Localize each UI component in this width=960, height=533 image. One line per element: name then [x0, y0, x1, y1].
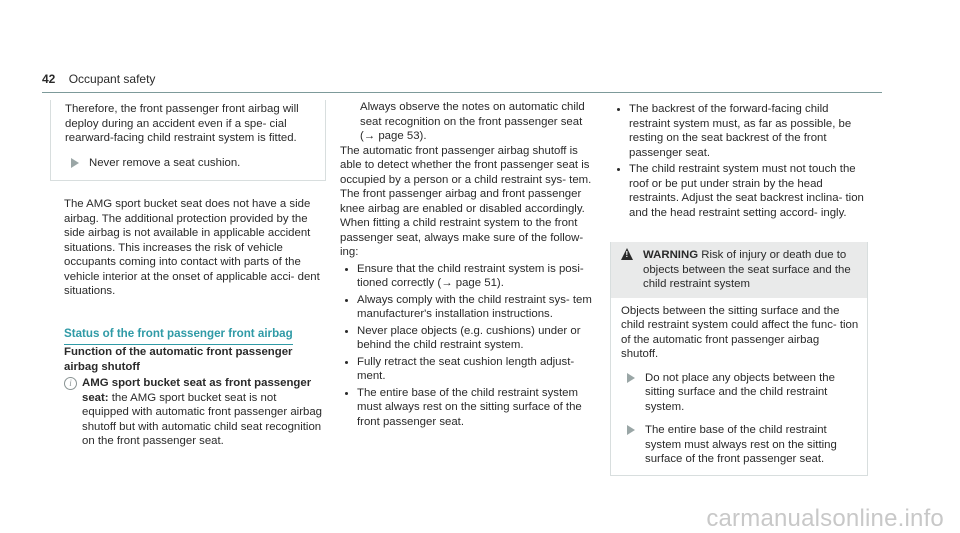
- list-item: The backrest of the forward-facing child restraint system must, as far as possible, be resting on the seat backrest of the front passenger seat.: [612, 102, 870, 160]
- watermark: carmanualsonline.info: [706, 505, 944, 532]
- info-icon: i: [64, 377, 77, 390]
- arrow-icon: [627, 373, 635, 383]
- warning-text: Objects between the sitting surface and the child restraint system could affect the func- tion of the automatic front passenger airbag shutoff.: [621, 304, 859, 360]
- boxed-paragraph: Therefore, the front passenger front airbag will deploy during an accident even if a spe- cial rearward-facing child restraint system is fitted.: [65, 103, 299, 144]
- warning-icon: !: [621, 248, 633, 260]
- section-name: Occupant safety: [68, 72, 156, 86]
- warning-header: [611, 242, 867, 298]
- instruction-item: [65, 156, 313, 171]
- instruction-text: The entire base of the child restraint system must always rest on the sitting surface of the front passenger seat.: [645, 424, 837, 465]
- paragraph: Always observe the notes on automatic child seat recognition on the front passenger seat (→ page 53).: [360, 101, 585, 142]
- paragraph: The automatic front passenger airbag shutoff is able to detect whether the front passenger seat is occupied by a person or a child restraint sys- tem. The front passenger airbag and front passenger knee airbag are enabled or disabled accordingly.: [340, 144, 592, 215]
- section-title: Status of the front passenger front airbag: [64, 327, 293, 346]
- instruction-text: Do not place any objects between the sitting surface and the child restraint system.: [645, 371, 835, 413]
- warning-title: Risk of injury or death due to objects between the seat surface and the child restraint system: [643, 249, 851, 290]
- info-note: [64, 376, 324, 449]
- list-item: The child restraint system must not touch the roof or be put under strain by the head restraints. Adjust the seat backrest inclina- tion and the head restraint setting accord- ingly.: [612, 162, 870, 220]
- column-3: [612, 100, 870, 476]
- list-item: Always comply with the child restraint sys- tem manufacturer's installation instructions.: [340, 293, 600, 322]
- column-1: [64, 100, 324, 449]
- page-header: [42, 72, 155, 86]
- header-divider: [42, 92, 882, 93]
- list-item: The entire base of the child restraint system must always rest on the sitting surface of the front passenger seat.: [340, 386, 600, 430]
- warning-box: [610, 242, 868, 476]
- continued-box: [50, 100, 326, 181]
- arrow-icon: [627, 425, 635, 435]
- bullet-list: [340, 262, 600, 430]
- column-2: [340, 100, 600, 431]
- instruction-item: [621, 371, 859, 415]
- warning-label: WARNING: [643, 249, 699, 261]
- paragraph: When fitting a child restraint system to the front passenger seat, always make sure of the follow- ing:: [340, 217, 584, 258]
- note-bold: AMG sport bucket seat as front passenger seat:: [82, 377, 312, 404]
- instruction-item: [621, 423, 859, 467]
- note-text: the AMG sport bucket seat is not equipped with automatic front passenger airbag shutoff but with automatic child seat recognition on the front passenger seat.: [82, 391, 322, 447]
- paragraph: The AMG sport bucket seat does not have a side airbag. The additional protection provided by the side airbag is not available in applicable accident situations. This increases the risk of vehicle occupants coming into contact with parts of the vehicle interior at the onset of applicable acci- dent situations.: [64, 198, 320, 297]
- page-number: 42: [42, 72, 56, 86]
- list-item: Ensure that the child restraint system is posi- tioned correctly (→ page 51).: [340, 262, 600, 291]
- subheading: Function of the automatic front passenger airbag shutoff: [64, 346, 293, 373]
- list-item: Fully retract the seat cushion length adjust- ment.: [340, 355, 600, 384]
- instruction-text: Never remove a seat cushion.: [89, 156, 241, 169]
- bullet-list: [612, 102, 870, 220]
- list-item: Never place objects (e.g. cushions) under or behind the child restraint system.: [340, 324, 600, 353]
- warning-body: [611, 298, 867, 475]
- arrow-icon: [71, 158, 79, 168]
